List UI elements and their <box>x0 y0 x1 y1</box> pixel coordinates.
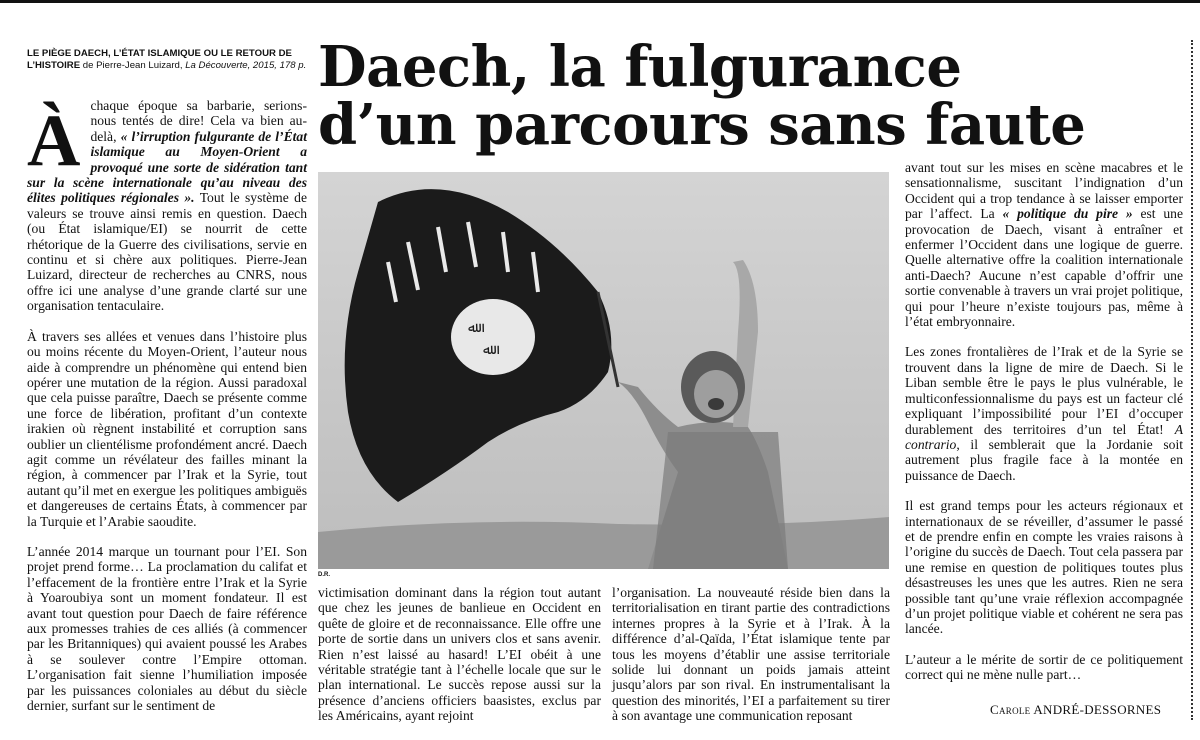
article-paragraph-4: victimisation dominant dans la région tout autant que chez les jeunes de banlieue en Occident en quête de gloire et de reconnaissance. Elle offre une porte de sortie dans un univers clos et sans avenir. Rien n’est laissé au hasard! L’EI obéit à une véritable stratégie tant à l’échelle locale que sur le plan international. Le succès repose aussi sur la présence d’anciens officiers baasistes, exclus par les Américains, ayant rejoint <box>318 585 601 724</box>
photo-credit: D.R. <box>318 572 330 578</box>
article-paragraph-2: À travers ses allées et venues dans l’histoire plus ou moins récente du Moyen-Orient, l’auteur nous aide à comprendre un phénomène qui entend bien opérer une mutation de la région. Aussi paradoxal que cela puisse paraître, Daech se présente comme une force de libération, profitant d’un contexte irakien où règnent instabilité et corruption sans oublier un clientélisme profondément ancré. Daech agit comme un révélateur des failles minant la région, à commencer par l’Irak et la Syrie, tout autant qu’il met en exergue les politiques ambiguës et dangereuses de certains États, à commencer par la Turquie et l’Arabie saoudite. <box>27 328 307 529</box>
headline-line-1: Daech, la fulgurance <box>318 34 962 100</box>
book-publisher: La Découverte, 2015, 178 p. <box>185 60 307 71</box>
flag-bearer-image <box>318 172 889 569</box>
article-column-3 <box>612 585 890 739</box>
author-last-name: ANDRÉ-DESSORNES <box>1033 702 1162 717</box>
author-signature <box>990 702 1161 718</box>
article-paragraph-7: Les zones frontalières de l’Irak et de la Syrie se trouvent dans la ligne de mire de Daech. Si le Liban semble être le pays le plus vulnérable, le multiconfessionnalisme du pays est un facteur clé expliquant l’impossibilité pour l’EI d’occuper durablement des territoires d’un tel État! A contrario, il semblerait que la Jordanie soit autrement plus fragile face à la montée en puissance de Daech. <box>905 344 1183 483</box>
drop-cap: À <box>27 100 81 182</box>
svg-text:ﷲ: ﷲ <box>483 342 492 358</box>
article-column-1 <box>27 98 307 728</box>
book-author: de Pierre-Jean Luizard, <box>80 60 186 71</box>
book-title: LE PIÈGE DAECH, L’ÉTAT ISLAMIQUE OU LE RETOUR DE L’HISTOIRE <box>27 48 292 71</box>
top-rule <box>0 0 1200 3</box>
article-paragraph-6: avant tout sur les mises en scène macabres et le sensationnalisme, suscitant l’indignation d’un Occident qui a trop tendance à se laisser emporter par l’affect. La « politique du pire » est une provocation de Daech, visant à entraîner et enfermer l’Occident dans une logique de guerre. Quelle alternative offre la coalition internationale anti-Daech? Aucune n’est capable d’offrir une sortie convenable à travers un vrai projet politique, qui pour l’heure n’existe toujours pas, même à l’état embryonnaire. <box>905 160 1183 330</box>
article-paragraph-8: Il est grand temps pour les acteurs régionaux et internationaux de se réveiller, d’assumer le passé et de prendre enfin en compte les vraies raisons à l’origine du succès de Daech. Tout cela passera par une remise en question de politiques toutes plus désastreuses les unes que les autres. Rien ne sera possible tant qu’une vraie réflexion accompagnée d’un projet politique viable et cohérent ne sera pas lancée. <box>905 498 1183 637</box>
book-reference <box>27 48 307 72</box>
article-paragraph-5: l’organisation. La nouveauté réside bien dans la territorialisation en tirant partie des contradictions internes propres à la Syrie et à l’Irak. À la différence d’al-Qaïda, l’État islamique tente par tous les moyens d’établir une assise territoriale solide lui donnant un poids jamais atteint jusqu’alors par son rival. En instrumentalisant la question des minorités, l’EI a parfaitement su tirer à son avantage une communication reposant <box>612 585 890 724</box>
headline-line-2: d’un parcours sans faute <box>318 92 1086 158</box>
headline <box>318 34 1188 158</box>
article-photo <box>318 172 889 569</box>
column-dotted-rule <box>1191 40 1193 720</box>
book-quote: « l’irruption fulgurante de l’État islamique au Moyen-Orient a provoqué une sorte de sidération tant sur la scène internationale qu’au niveau des élites politiques régionales ». <box>27 128 307 206</box>
article-paragraph-9: L’auteur a le mérite de sortir de ce politiquement correct qui ne mène nulle part… <box>905 651 1183 683</box>
svg-text:ﷲ: ﷲ <box>468 320 477 336</box>
article-column-4 <box>905 160 1183 698</box>
article-paragraph-1: À chaque époque sa barbarie, serions-nous tentés de dire! Cela va bien au-delà, « l’irruption fulgurante de l’État islamique au Moyen-Orient a provoqué une sorte de sidération tant sur la scène internationale qu’au niveau des élites politiques régionales ». Tout le système de valeurs se trouve ainsi remis en question. Daech (ou État islamique/EI) se nourrit de cette rhétorique de la Guerre des civilisations, servie en continu et si chère aux politiques. Pierre-Jean Luizard, directeur de recherches au CNRS, nous offre ici une analyse d’une grande clarté sur une organisation tentaculaire. <box>27 98 307 314</box>
article-column-2 <box>318 585 601 739</box>
article-paragraph-3: L’année 2014 marque un tournant pour l’EI. Son projet prend forme… La proclamation du califat et l’effacement de la frontière entre l’Irak et la Syrie à Yoaroubiya sont un moment fondateur. Il est avant tout question pour Daech de faire référence aux promesses trahies de ces alliés (à commencer par les Britanniques) qui avaient poussé les Arabes à se soulever contre l’Empire ottoman. L’organisation fait sienne l’humiliation imposée par les puissances coloniales au début du siècle dernier, surfant sur le sentiment de <box>27 543 307 714</box>
author-first-name: Carole <box>990 702 1031 717</box>
